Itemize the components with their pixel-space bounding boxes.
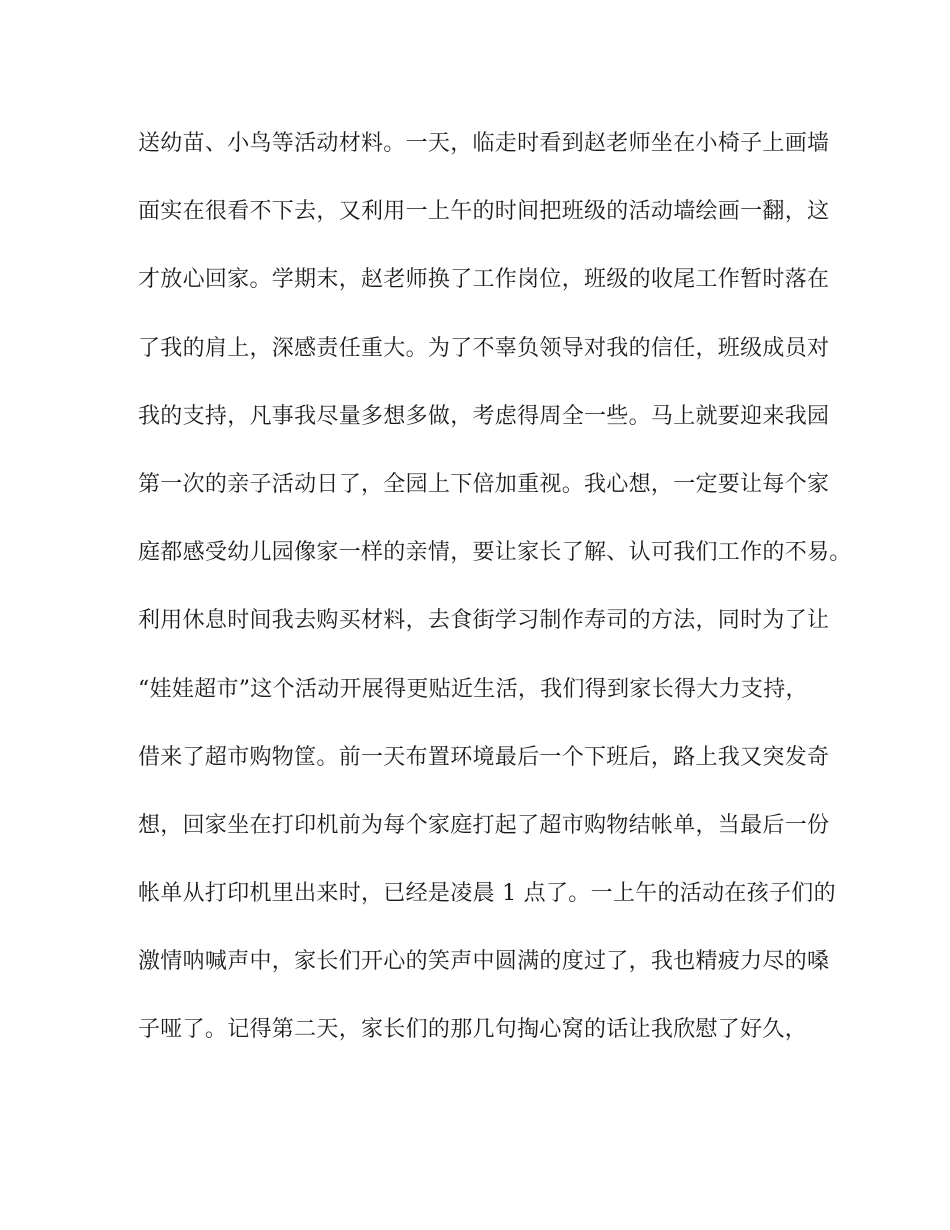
text-line: 面实在很看不下去，又利用一上午的时间把班级的活动墙绘画一翻，这 xyxy=(138,199,830,225)
text-line: 第一次的亲子活动日了，全园上下倍加重视。我心想，一定要让每个家 xyxy=(138,471,830,497)
text-line: 才放心回家。学期末，赵老师换了工作岗位，班级的收尾工作暂时落在 xyxy=(138,267,830,293)
text-line: 帐单从打印机里出来时，已经是凌晨 1 点了。一上午的活动在孩子们的 xyxy=(138,881,836,907)
text-line: 想，回家坐在打印机前为每个家庭打起了超市购物结帐单，当最后一份 xyxy=(138,812,830,838)
text-line: 借来了超市购物筐。前一天布置环境最后一个下班后，路上我又突发奇 xyxy=(138,744,830,770)
text-line: 激情呐喊声中，家长们开心的笑声中圆满的度过了，我也精疲力尽的嗓 xyxy=(138,949,830,975)
text-line: 利用休息时间我去购买材料，去食街学习制作寿司的方法，同时为了让 xyxy=(138,608,830,634)
text-line: 送幼苗、小鸟等活动材料。一天，临走时看到赵老师坐在小椅子上画墙 xyxy=(138,131,830,156)
text-line: 我的支持，凡事我尽量多想多做，考虑得周全一些。马上就要迎来我园 xyxy=(138,403,830,429)
text-line: 子哑了。记得第二天，家长们的那几句掏心窝的话让我欣慰了好久， xyxy=(138,1017,808,1043)
body-paragraph xyxy=(138,126,938,1081)
text-line: 了我的肩上，深感责任重大。为了不辜负领导对我的信任，班级成员对 xyxy=(138,335,830,361)
text-line: “娃娃超市”这个活动开展得更贴近生活，我们得到家长得大力支持， xyxy=(138,676,808,702)
text-line: 庭都感受幼儿园像家一样的亲情，要让家长了解、认可我们工作的不易。 xyxy=(138,540,852,566)
